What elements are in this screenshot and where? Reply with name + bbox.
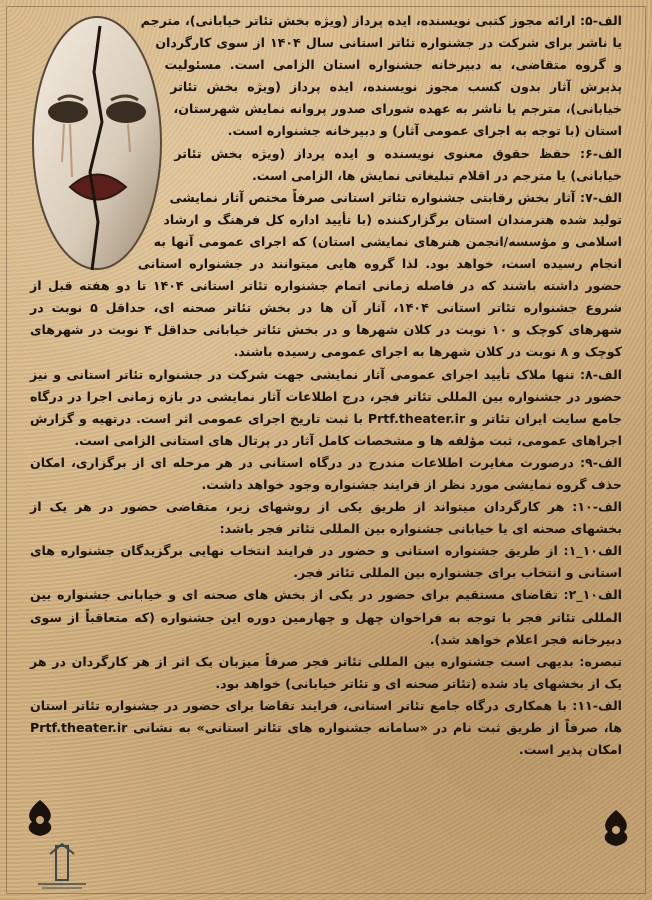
paragraph-a6: الف-۶: حفظ حقوق معنوی نویسنده و ایده پرداز (ویژه بخش تئاتر خیابانی) یا مترجم در اقلام تبلیغاتی نمایش ها، الزامی است. xyxy=(174,145,622,183)
paragraph-note: تبصره: بدیهی است جشنواره بین المللی تئاتر فجر صرفاً میزبان یک اثر از هر کارگردان در هر یک از بخشهای یاد شده (تئاتر صحنه ای و تئاتر خیابانی) خواهد بود. xyxy=(30,653,622,691)
paragraph-a8: الف-۸: تنها ملاک تأیید اجرای عمومی آثار نمایشی جهت شرکت در جشنواره تئاتر استانی و نیز حضور در جشنواره بین المللی تئاتر فجر، درج اطلاعات آثار نمایشی در بازه زمانی اجرا در درگاه جامع سایت ایران تئاتر و Prtf.theater.ir با ثبت تاریخ اجرای عمومی اثر است. درتهیه و گزارش اجراهای عمومی، ثبت مؤلفه ها و مشخصات کامل آثار در پرتال های استانی الزامی است. xyxy=(30,366,622,448)
paragraph-a9: الف-۹: درصورت مغایرت اطلاعات مندرج در درگاه استانی در هر مرحله ای از برگزاری، امکان حذف گروه نمایشی مورد نظر از فرایند جشنواره وجود خواهد داشت. xyxy=(30,454,622,492)
logo-icon xyxy=(34,842,90,890)
ornament-icon xyxy=(22,798,58,838)
article-text xyxy=(30,10,622,860)
ornament-icon xyxy=(598,808,634,848)
paragraph-a10: الف-۱۰: هر کارگردان میتواند از طریق یکی از روشهای زیر، متقاضی حضور در هر یک از بخشهای صحنه ای یا خیابانی جشنواره بین المللی تئاتر فجر باشد: xyxy=(30,499,622,537)
paragraph-a10-2: الف۱۰_۲: تقاضای مستقیم برای حضور در یکی از بخش های صحنه ای و خیابانی جشنواره بین المللی تئاتر فجر با توجه به فراخوان چهل و چهارمین دوره این جشنواره (که متعاقباً از سوی دبیرخانه فجر اعلام خواهد شد). xyxy=(30,587,622,647)
paragraph-a5: الف-۵: ارائه مجوز کتبی نویسنده، ایده پرداز (ویژه بخش تئاتر خیابانی)، مترجم یا ناشر برای شرکت در جشنواره تئاتر استانی سال ۱۴۰۴ از سوی کارگردان و گروه متقاضی، به دبیرخانه جشنواره استان الزامی است. مسئولیت پذیرش آثار بدون کسب مجوز نویسنده، ایده پرداز (ویژه بخش تئاتر خیابانی)، مترجم یا ناشر به عهده شورای صدور پروانه نمایش شهرستان، استان (با توجه به اجرای عمومی آثار) و دبیرخانه جشنواره است. xyxy=(140,13,622,139)
paragraph-a11: الف-۱۱: با همکاری درگاه جامع تئاتر استانی، فرایند تقاضا برای حضور در جشنواره تئاتر استان ها، صرفاً از طریق ثبت نام در «سامانه جشنواره های تئاتر استانی» به نشانی Prtf.theater.ir امکان پذیر است. xyxy=(30,697,622,758)
paragraph-a10-1: الف۱۰_۱: از طریق جشنواره استانی و حضور در فرایند انتخاب نهایی برگزیدگان جشنواره های استانی و انتخاب برای جشنواره بین المللی تئاتر فجر. xyxy=(30,543,622,581)
paragraph-a7: الف-۷: آثار بخش رقابتی جشنواره تئاتر استانی صرفاً مختص آثار نمایشی تولید شده هنرمندان استان برگزارکننده (با تأیید اداره کل فرهنگ و ارشاد اسلامی و مؤسسه/انجمن هنرهای نمایشی استان) که اجرای عمومی آنها به انجام رسیده است، خواهد بود. لذا گروه هایی میتوانند در جشنواره استانی حضور داشته باشند که در فاصله زمانی اتمام جشنواره تئاتر استانی ۱۴۰۴ تا دو هفته قبل از شروع جشنواره تئاتر استانی ۱۴۰۴، آثار آن ها در بخش تئاتر صحنه ای، حداقل ۵ نوبت در شهرهای کوچک و ۱۰ نوبت در کلان شهرها و در بخش تئاتر خیابانی حداقل ۴ نوبت در شهرهای کوچک و ۸ نوبت در کلان شهرها به اجرای عمومی رسیده باشند. xyxy=(30,189,623,360)
